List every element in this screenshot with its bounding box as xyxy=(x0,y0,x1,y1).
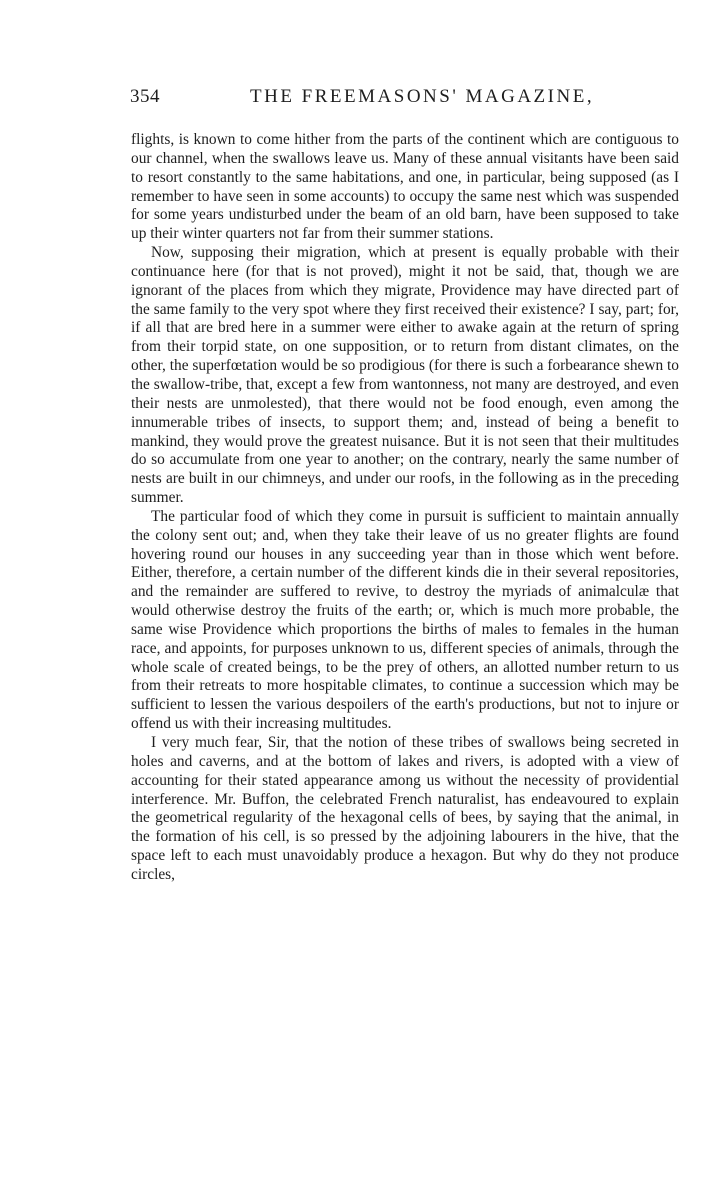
article-body xyxy=(131,131,679,885)
paragraph-1: flights, is known to come hither from the parts of the continent which are contiguous to our channel, when the swallows leave us. Many of these annual visitants have been said to resort constantly to the same habitations, and one, in particular, being supposed (as I remember to have seen in some accounts) to occupy the same nest which was suspended for some years undisturbed under the beam of an old barn, have been supposed to take up their winter quarters not far from their summer stations. xyxy=(131,131,679,243)
paragraph-4: I very much fear, Sir, that the notion of these tribes of swallows being secreted in holes and caverns, and at the bottom of lakes and rivers, is adopted with a view of accounting for their stated appearance among us without the necessity of providential interference. Mr. Buffon, the celebrated French naturalist, has endeavoured to explain the geometrical regularity of the hexagonal cells of bees, by saying that the animal, in the formation of his cell, is so pressed by the adjoining labourers in the hive, that the space left to each must unavoidably produce a hexagon. But why do they not produce circles, xyxy=(131,734,679,883)
running-title: THE FREEMASONS' MAGAZINE, xyxy=(250,86,595,107)
paragraph-3: The particular food of which they come in pursuit is sufficient to maintain annually the colony sent out; and, when they take their leave of us no greater flights are found hovering round our houses in any succeeding year than in those which went before. Either, therefore, a certain number of the different kinds die in their several repositories, and the remainder are suffered to revive, to destroy the myriads of animalculæ that would otherwise destroy the fruits of the earth; or, which is much more probable, the same wise Providence which proportions the births of males to females in the human race, and appoints, for purposes unknown to us, different species of animals, through the whole scale of created beings, to be the prey of others, an allotted number return to us from their retreats to more hospitable climates, to continue a succession which may be sufficient to lessen the various despoilers of the earth's productions, but not to injure or offend us with their increasing multitudes. xyxy=(131,507,679,733)
page-header xyxy=(130,86,680,116)
page-number: 354 xyxy=(130,86,160,107)
paragraph-2: Now, supposing their migration, which at present is equally probable with their continuance here (for that is not proved), might it not be said, that, though we are ignorant of the places from which they migrate, Providence may have directed part of the same family to the very spot where they first received their existence? I say, part; for, if all that are bred here in a summer were either to awake again at the return of spring from their torpid state, on one supposition, or to return from distant climates, on the other, the superfœtation would be so prodigious (for there is such a forbearance shewn to the swallow-tribe, that, except a few from wantonness, not many are destroyed, and even their nests are unmolested), that there would not be food enough, even among the innumerable tribes of insects, to support them; and, instead of being a benefit to mankind, they would prove the greatest nuisance. But it is not seen that their multitudes do so accumulate from one year to another; on the contrary, nearly the same number of nests are built in our chimneys, and under our roofs, in the following as in the preceding summer. xyxy=(131,244,679,507)
